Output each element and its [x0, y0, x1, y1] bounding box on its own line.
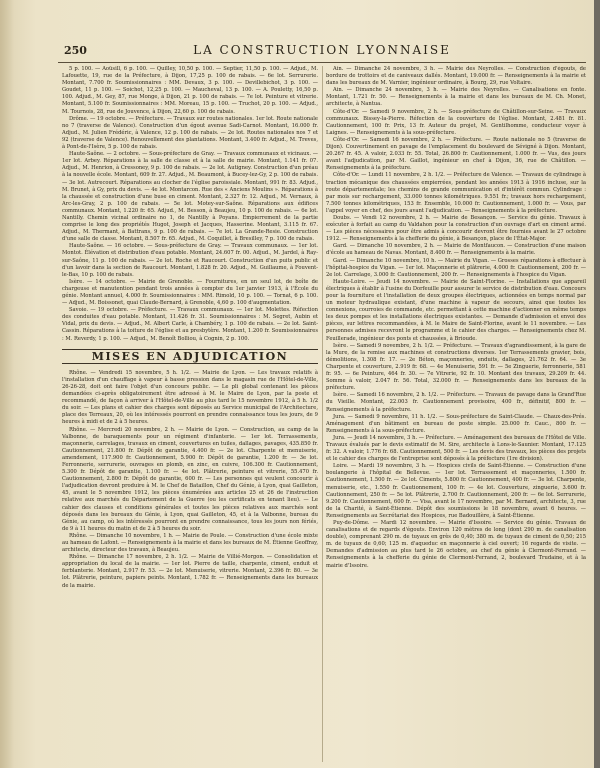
notice-paragraph: Jura. — Jeudi 14 novembre, 3 h. — Préfecture. — Aménagement des bureaux de l'Hôtel de Ville. Travaux évalués par le devis estimatif de M. Sire, architecte à Lons-le-Saunier. Montant, 17.125 fr. 32. A valoir, 1.776 fr. 68. Cautionnement, 500 fr. — Les devis des travaux, les pièces des projets et le cahier des charges de l'entreprise sont déposés à la préfecture (1re division). — [326, 434, 586, 463]
notice-paragraph: Ain. — Dimanche 24 novembre, 3 h. — Mairie des Neyrolles. — Canalisations en fonte. Montant, 1.721 fr. 50. — Renseignements à la mairie et dans les bureaux de M. Ch. Monet, architecte, à Nantua. — [326, 87, 586, 108]
notice-paragraph: Côte-d'Or. — Samedi 9 novembre, 2 h. — Sous-préfecture de Châtillon-sur-Seine. — Travaux communaux. Bissey-la-Pierre. Réfection de la couverture de l'église. Montant, 2.481 fr. 81. Cautionnement, 100 fr. Prix, 13 fr. Auteur du projet, M. Gentilhomme, conducteur voyer à Laignes. — Renseignements à la sous-préfecture. — [326, 108, 586, 136]
notice-paragraph: Drôme. — 19 octobre. — Préfecture. — Travaux sur routes nationales. 1er lot. Route nationale no 7 (traverse de Valence). Construction d'un égout avenue Sadi-Carnot. Montant, 16.000 fr. Adjud., M. Julien Frédéric, à Valence, 12 p. 100 de rabais. — 2e lot. Routes nationales nos 7 et 92 (traverse de Valence). Renouvellement des plantations. Montant, 3.400 fr. Adjud., M. Treves, à Pont-de-l'Isère, 5 p. 100 de rabais. — [62, 115, 318, 151]
notice-paragraph: Doubs. — Vendi 12 novembre, 2 h. — Mairie de Besançon. — Service du génie. Travaux à exécuter à forfait au camp du Valdahon pour la construction d'un ouvrage d'art en ciment armé. — Les pièces nécessaires pour être admis à concourir devront être fournies avant le 27 octobre 1912. — Renseignements à la chefferie du génie, à Besançon, place de l'État-Major. — [326, 214, 586, 243]
notice-paragraph: Loire. — Mardi 19 novembre, 3 h. — Hospices civils de Saint-Étienne. — Construction d'une boulangerie à l'hôpital de Bellevue. — 1er lot. Terrassement et maçonneries, 1.500 fr. Cautionnement, 1.500 fr. — 2e lot. Ciments, 5.800 fr. Cautionnement, 400 fr. — 3e lot. Charpente, menuiserie, etc., 1.550 fr. Cautionnement, 100 fr. — 4e lot. Couverture, zinguerie, 3.600 fr. Cautionnement, 250 fr. — 5e lot. Plâtrerie, 2.700 fr. Cautionnement, 200 fr. — 6e lot. Serrurerie, 9.200 fr. Cautionnement, 600 fr. — Visa, avant le 17 novembre, par M. Bernard, architecte, 3, rue de la Charité, à Saint-Étienne. Dépôt des soumissions le 18 novembre, avant 6 heures. — Renseignements au Secrétariat des Hospices, rue Badouillère, à Saint-Étienne. — [326, 463, 586, 519]
notice-paragraph: Ain. — Dimanche 24 novembre, 3 h. — Mairie des Neyrolles. — Construction d'égouts, de bordure de trottoirs et de caniveaux dallés. Montant, 19.000 fr. — Renseignements à la mairie et dans les bureaux de M. Varnier, ingénieur ordinaire, à Bourg, 29, rue Voltaire. — [326, 66, 586, 87]
notice-paragraph: Puy-de-Dôme. — Mardi 12 novembre. — Mairie d'Issoire. — Service du génie. Travaux de canalisations et de regards d'égouts. Environ 120 mètres de long (dont 290 m. de canalisation double), comprenant 290 m. de tuyaux en grès de 0,40; 380 m. de tuyaux de ciment de 0,50; 215 m. de tuyaux de 0,60; 125 m. d'aqueduc en maçonnerie à ciel ouvert; 16 regards de visite. — Demandes d'admission au plus tard le 26 octobre, au chef du génie à Clermont-Ferrand. — Renseignements à la chefferie du génie de Clermont-Ferrand, 2, boulevard Trudaine, et à la mairie d'Issoire. — [326, 520, 586, 569]
notice-paragraph: Côte-d'Or. — Samedi 16 novembre, 2 h. — Préfecture. — Route nationale no 5 (traverse de Dijon). Couvertinement en pavage de l'emplacement du boulevard de Sévigné à Dijon. Montant, 20.267 fr. 45. A valoir, 2.033 fr. 55. Total, 26.800 fr. Cautionnement, 1.000 fr. — Vus, des jours avant l'adjudication, par M. Gaillot, ingénieur en chef à Dijon, 36, rue de Châtillon. — Renseignements à la préfecture. — [326, 136, 586, 172]
notice-paragraph: Rhône. — Dimanche 17 novembre, 2 h. 1/2. — Mairie de Villié-Morgon. — Consolidation et appropriation du local de la mairie. — 1er lot. Pierre de taille, charpente, ciment, enduit et ferblanterie. Montant, 2.917 fr. 53. — 2e lot. Menuiserie, vitrerie. Montant, 2.396 fr. 80. — 3e lot. Plâtrerie, peinture, papiers peints. Montant, 1.782 fr. — Renseignements dans les bureaux de la mairie. — [62, 554, 318, 589]
page-edge — [594, 0, 600, 768]
left-after-list — [62, 370, 318, 590]
binding-shadow — [0, 0, 14, 768]
notice-paragraph: Isère. — Samedi 9 novembre, 2 h. 1/2. — Préfecture. — Travaux d'agrandissement, à la gare de la Mure, de la remise aux machines et constructions diverses. 1er Terrassements gravier, bois, démolitions, 1.308 fr. 17. — 2e Béton, maçonneries, enduits, dallages, 21.762 fr. 64. — 3e Charpente et couverture, 2.919 fr. 68. — 4e Menuiserie, 591 fr. — 5e Zinguerie, ferronnerie, 581 fr. 95. — 6e Peinture, 464 fr. 30. — 7e Vitrerie, 92 fr. 10. Montant des travaux, 29.209 fr. 44. Somme à valoir, 2.047 fr. 56. Total, 32.000 fr. — Renseignements dans les bureaux de la préfecture. — [326, 342, 586, 392]
notice-paragraph: Jura. — Samedi 9 novembre, 11 h. 1/2. — Sous-préfecture de Saint-Claude. — Chaux-des-Prés. Aménagement d'un bâtiment en bureau de poste simple. 25.000 fr. Cauc., 800 fr. — Renseignements à la sous-préfecture. — [326, 413, 586, 434]
notice-paragraph: Isère. — 14 octobre. — Mairie de Grenoble. — Fournitures, en un seul lot, de boîte de chargeuse et manutention pendant trois années à compter du 1er janvier 1913, à l'École du génie. Montant annuel, 4.000 fr. Soumissionnaires : MM. Rimold, 10 p. 100. — Tornat, 6 p. 100. — Adjud., M. Boissonet, quai Claude-Bernard, à Grenoble, 4,60 p. 100 d'augmentation. — [62, 278, 318, 307]
notice-paragraph: 5 p. 100. — Aoüsill, 6 p. 100. — Quilley, 10,50 p. 100. — Septier, 11,50 p. 100. — Adjud., M. Lafouette, 19, rue de la Préfecture, à Dijon, 17,25 p. 100 de rabais. — 6e lot. Serrurerie. Montant, 7.700 fr. Soumissionnaires : MM. Devaux, 3 p. 100. — Devillebichot, 3 p. 100. — Goudet, 11 p. 100. — Soichot, 12,25 p. 100. — Maucheval, 13 p. 100. — A. Pouletty, 16,50 p. 100. Adjud., M. Gey, 87, rue Monge, à Dijon, 21 p. 100 de rabais. — 7e lot. Peinture et vitrerie. Montant, 5.100 fr. Soumissionnaires : MM. Moreau, 15 p. 100. — Truchot, 20 p. 100. — Adjud., M. Tournois, 28, rue de Jouvence, à Dijon, 22,60 p. 100 de rabais. — [62, 66, 318, 115]
page-header — [58, 40, 586, 63]
notice-paragraph: Rhône. — Dimanche 10 novembre, 1 h. — Mairie de Poule. — Construction d'une école mixte au hameau de Lafont. — Renseignements à la mairie et dans les bureaux de M. Étienne Geoffray, architecte, directeur des travaux, à Beaujeu. — [62, 532, 318, 554]
notice-paragraph: Savoie. — 19 octobre. — Préfecture. — Travaux communaux. — 1er lot. Molettes. Réfection des conduites d'eau potable. Montant, 11.426 fr. 31. Soumissionnaires : M. Segret, Aubin et Vidal, prix du devis. — Adjud., M. Albert Carle, à Chambéry, 1 p. 100 de rabais. — 2e lot. Saint-Cassin. Réparations à la toiture de l'église et au presbytère. Montant, 1.200 fr. Soumissionnaires : M. Reverdy, 1 p. 100. — Adjud., M. Benoît Bolliou, à Cognin, 2 p. 100. — [62, 307, 318, 342]
notice-paragraph: Isère. — Samedi 16 novembre, 2 h. 1/2. — Préfecture. — Travaux de pavage dans la Grand'Rue du Vieille. Montant, 22.003 fr. Cautionnement provisoire, 400 fr., définitif, 800 fr. — Renseignements à la préfecture. — [326, 392, 586, 413]
notice-paragraph: Haute-Saône. — 2 octobre. — Sous-préfecture de Gray. — Travaux communaux et vicinaux. — 1er lot. Arbey. Réparations à la salle de classe et à la salle de mairie. Montant, 1.141 fr. 07. Adjud., M. Henrion, à Cressoney, 9 p. 100 de rabais. — 2e lot. Autigney. Construction d'un préau à la nouvelle école. Montant, 609 fr. 27. Adjud., M. Beaumont, à Bucey-lez-Gy, 2 p. 100 de rabais. — 3e lot. Autrecourt. Réparations au clocher de l'église paroissiale. Montant, 991 fr. 83. Adjud., M. Brunet, à Gy, prix du devis. — 4e lot. Montarcon. Rue des « Anciens Moulins ». Réparations à la chaussée et construction d'une buse en ciment. Montant, 2.327 fr. 12. Adjud., M. Vernaux, à Arc-les-Gray, 2 p. 100 de rabais. — 5e lot. Motey-sur-Saône. Réparations aux édifices communaux. Montant, 1.220 fr. 65. Adjud., M. Besson, à Beaujeu, 10 p. 100 de rabais. — 6e lot. Nantilly. Chemin vicinal ordinaire no 1, de Nantilly à Poyans. Empierrement de la partie comprise le long des propriétés Hugot, Joseph et Jacques, Hasserine. Montant, 3.115 fr. 67. Adjud., M. Thermant, à Battrans, 9 p. 100 de rabais. — 7e lot. La Grande-Resie. Construction d'une salle de classe. Montant, 8.507 fr. 65. Adjud., M. Coquillet, à Bresilley, 7 p. 100 de rabais. — [62, 151, 318, 243]
right-column — [326, 66, 586, 570]
notice-paragraph: Haute-Loire. — Jeudi 14 novembre. — Mairie de Saint-Florine. — Installations que appareil électriques à établir à l'usine du Dorfeuille pour assurer le service de distribution d'eau. Concours pour la fourniture et l'installation de deux groupes électriques, actionnées en temps normal par un moteur hydraulique existant, d'une machine à vapeur de secours, ainsi que toutes les connexions, courroies de commande, etc. permettant à cette machine d'actionner en même temps les deux pompes et les installations électriques existantes. — Demande d'admission et envoi des pièces, sur lettres recommandées, à M. le Maire de Saint-Florine, avant le 11 novembre. — Les personnes admises recevront le programme et le cahier des charges. — Renseignements chez M. Feuillerade, ingénieur des ponts et chaussées, à Brioude. — [326, 278, 586, 342]
left-column — [62, 66, 318, 590]
notice-paragraph: Côte-d'Or. — Lundi 11 novembre, 2 h. 1/2. — Préfecture de Valence. — Travaux de cylindrage à traction mécanique des chaussées empierrées, pendant les années 1913 à 1916 incluse, sur la route départementale; les chemins de grande communication et d'intérêt commun. Cylindrage : par mois sur rechargement, 33.000 tonnes kilométriques. 9.551 fr.; travaux hors rechargement, 7.500 tonnes kilométriques, 153 fr. Ensemble, 10.000 fr. Cautionnement, 1.000 fr. — Vous, par l'appel voyer en chef, des jours avant l'adjudication. — Renseignements à la préfecture. — [326, 172, 586, 214]
column-divider — [322, 66, 323, 762]
page-number: 250 — [64, 44, 87, 57]
notice-paragraph: Haute-Saône. — 16 octobre. — Sous-préfecture de Gray. — Travaux communaux. — 1er lot. Montot. Élévation et distribution d'eau potable. Montant, 24.607 fr. 00. Adjud., M. Jardel, à Ray-sur-Saône, 11 p. 100 de rabais. — 2e lot. Roche et Raucourt. Construction d'un puits public et d'un lavoir dans la section de Raucourt. Montant, 1.828 fr. 20. Adjud., M. Guillaume, à Fouvent-le-Bas, 10 p. 100 de rabais. — [62, 243, 318, 278]
left-before-list — [62, 66, 318, 343]
notice-paragraph: Rhône. — Mercredi 20 novembre, 2 h. — Mairie de Lyon. — Construction, au camp de la Valbonne, de baraquements pour un régiment d'infanterie. — 1er lot. Terrassements, maçonnerie, carrelages, travaux en ciment, couvertures en tuiles, dallages, pavages, 435.850 fr. Cautionnement, 21.800 fr. Dépôt de garantie, 4.400 fr. — 2e lot. Charpente et menuiserie, amendement, 117.900 fr. Cautionnement, 5.900 fr. Dépôt de garantie, 1.200 fr. — 3e lot. Ferronnerie, serrurerie, ouvrages en plomb, en zinc, en cuivre, 106.300 fr. Cautionnement, 5.300 fr. Dépôt de garantie, 1.100 fr. — 4e lot. Plâtrerie, peinture et vitrerie, 55.470 fr. Cautionnement, 2.800 fr. Dépôt de garantie, 600 fr. — Les personnes qui veulent concourir à l'adjudication devront produire à M. le Chef de Bataillon, Chef du Génie, à Lyon, quai Gailleton, 45, avant le 5 novembre 1912, les pièces énumérées aux articles 25 et 26 de l'instruction relative aux marchés du Département de la Guerre (ou les certificats en tenant lieu). — Le cahier des clauses et conditions générales et toutes les pièces relatives aux marchés sont déposés dans les bureaux du Génie, à Lyon, quai Gailleton, 45, et à la Valbonne, bureau du Génie, au camp, où les intéressés pourront en prendre connaissance, tous les jours non fériés, de 9 à 11 heures du matin et de 2 à 5 heures du soir. — [62, 426, 318, 532]
notice-paragraph: Gard. — Dimanche 10 novembre, 10 h. — Mairie du Vigan. — Grosses réparations à effectuer à l'hôpital-hospice du Vigan. — 1er lot. Maçonnerie et plâtrerie, 4.000 fr. Cautionnement, 200 fr. — 2e lot. Carrelage, 3.000 fr. Cautionnement, 200 fr. — Renseignements à l'hospice du Vigan. — [326, 257, 586, 278]
running-title: LA CONSTRUCTION LYONNAISE — [193, 43, 451, 57]
notice-paragraph: Rhône. — Vendredi 15 novembre, 5 h. 1/2. — Mairie de Lyon. — Les travaux relatifs à l'installation d'un chauffage à vapeur à basse pression dans le magasin rue de l'Hôtel-de-Ville, 26-26-28, doit ont faire l'objet d'un concours public. — Le pli global contenant les pièces demandées ci-après obligatoirement être adressé à M. le Maire de Lyon, par la poste et recommandé, de façon à arriver à l'Hôtel-de-Ville au plus tard le 15 novembre 1912, à 5 h. 1/2 du soir. — Les plans et cahier des charges sont déposés au Service municipal de l'Architecture, place des Terreaux, 20, où les intéressés pourront en prendre connaissance tous les jours, de 9 heures à midi et de 2 à 5 heures. — [62, 369, 318, 426]
notice-paragraph: Gard. — Dimanche 10 novembre, 2 h. — Mairie de Montfaucon. — Construction d'une maison d'école au hameau de Navas. Montant, 8.400 fr. — Renseignements à la mairie. — [326, 243, 586, 257]
section-title: MISES EN ADJUDICATION — [62, 349, 318, 364]
